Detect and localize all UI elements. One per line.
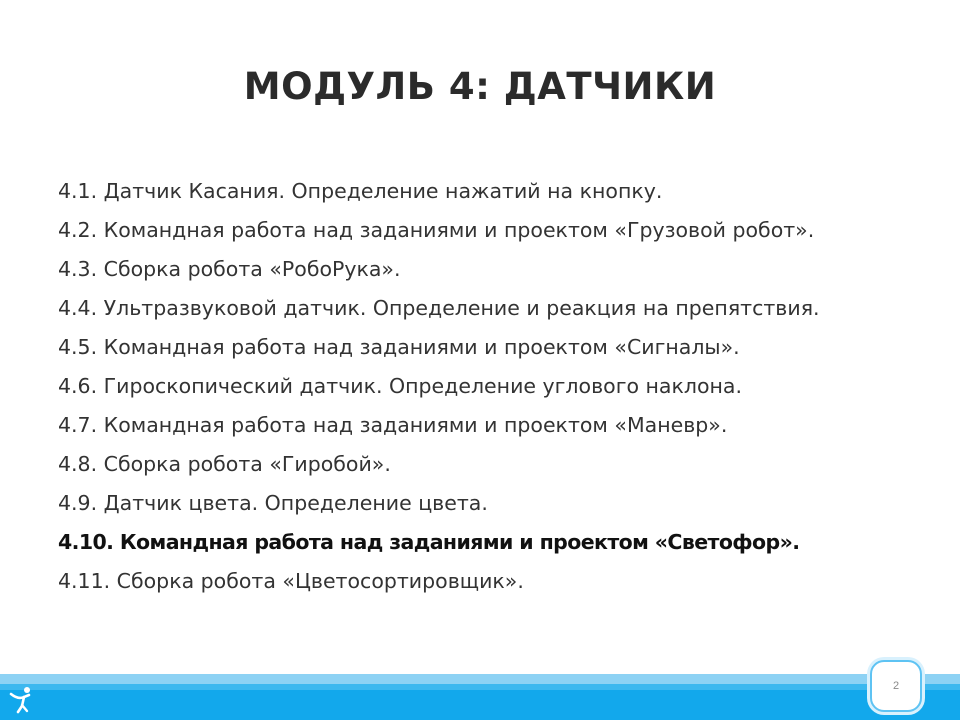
footer-stripe-inner xyxy=(0,684,960,690)
topic-list xyxy=(58,172,928,601)
topic-item: 4.7. Командная работа над заданиями и проектом «Маневр». xyxy=(58,413,728,437)
topic-item: 4.9. Датчик цвета. Определение цвета. xyxy=(58,491,488,515)
page-number-badge xyxy=(870,660,922,712)
topic-item-highlighted: 4.10. Командная работа над заданиями и проектом «Светофор». xyxy=(58,530,800,554)
topic-item: 4.4. Ультразвуковой датчик. Определение и реакция на препятствия. xyxy=(58,296,820,320)
footer-band xyxy=(0,674,960,720)
topic-item: 4.8. Сборка робота «Гиробой». xyxy=(58,452,391,476)
topic-item: 4.5. Командная работа над заданиями и проектом «Сигналы». xyxy=(58,335,740,359)
topic-item: 4.3. Сборка робота «РобоРука». xyxy=(58,257,401,281)
topic-item: 4.2. Командная работа над заданиями и проектом «Грузовой робот». xyxy=(58,218,815,242)
topic-item: 4.1. Датчик Касания. Определение нажатий на кнопку. xyxy=(58,179,663,203)
dancing-figure-logo-icon xyxy=(8,684,36,714)
footer-stripe xyxy=(0,674,960,684)
topic-item: 4.6. Гироскопический датчик. Определение углового наклона. xyxy=(58,374,742,398)
page-number: 2 xyxy=(892,680,900,692)
slide-title: МОДУЛЬ 4: ДАТЧИКИ xyxy=(243,65,717,108)
topic-item: 4.11. Сборка робота «Цветосортировщик». xyxy=(58,569,524,593)
